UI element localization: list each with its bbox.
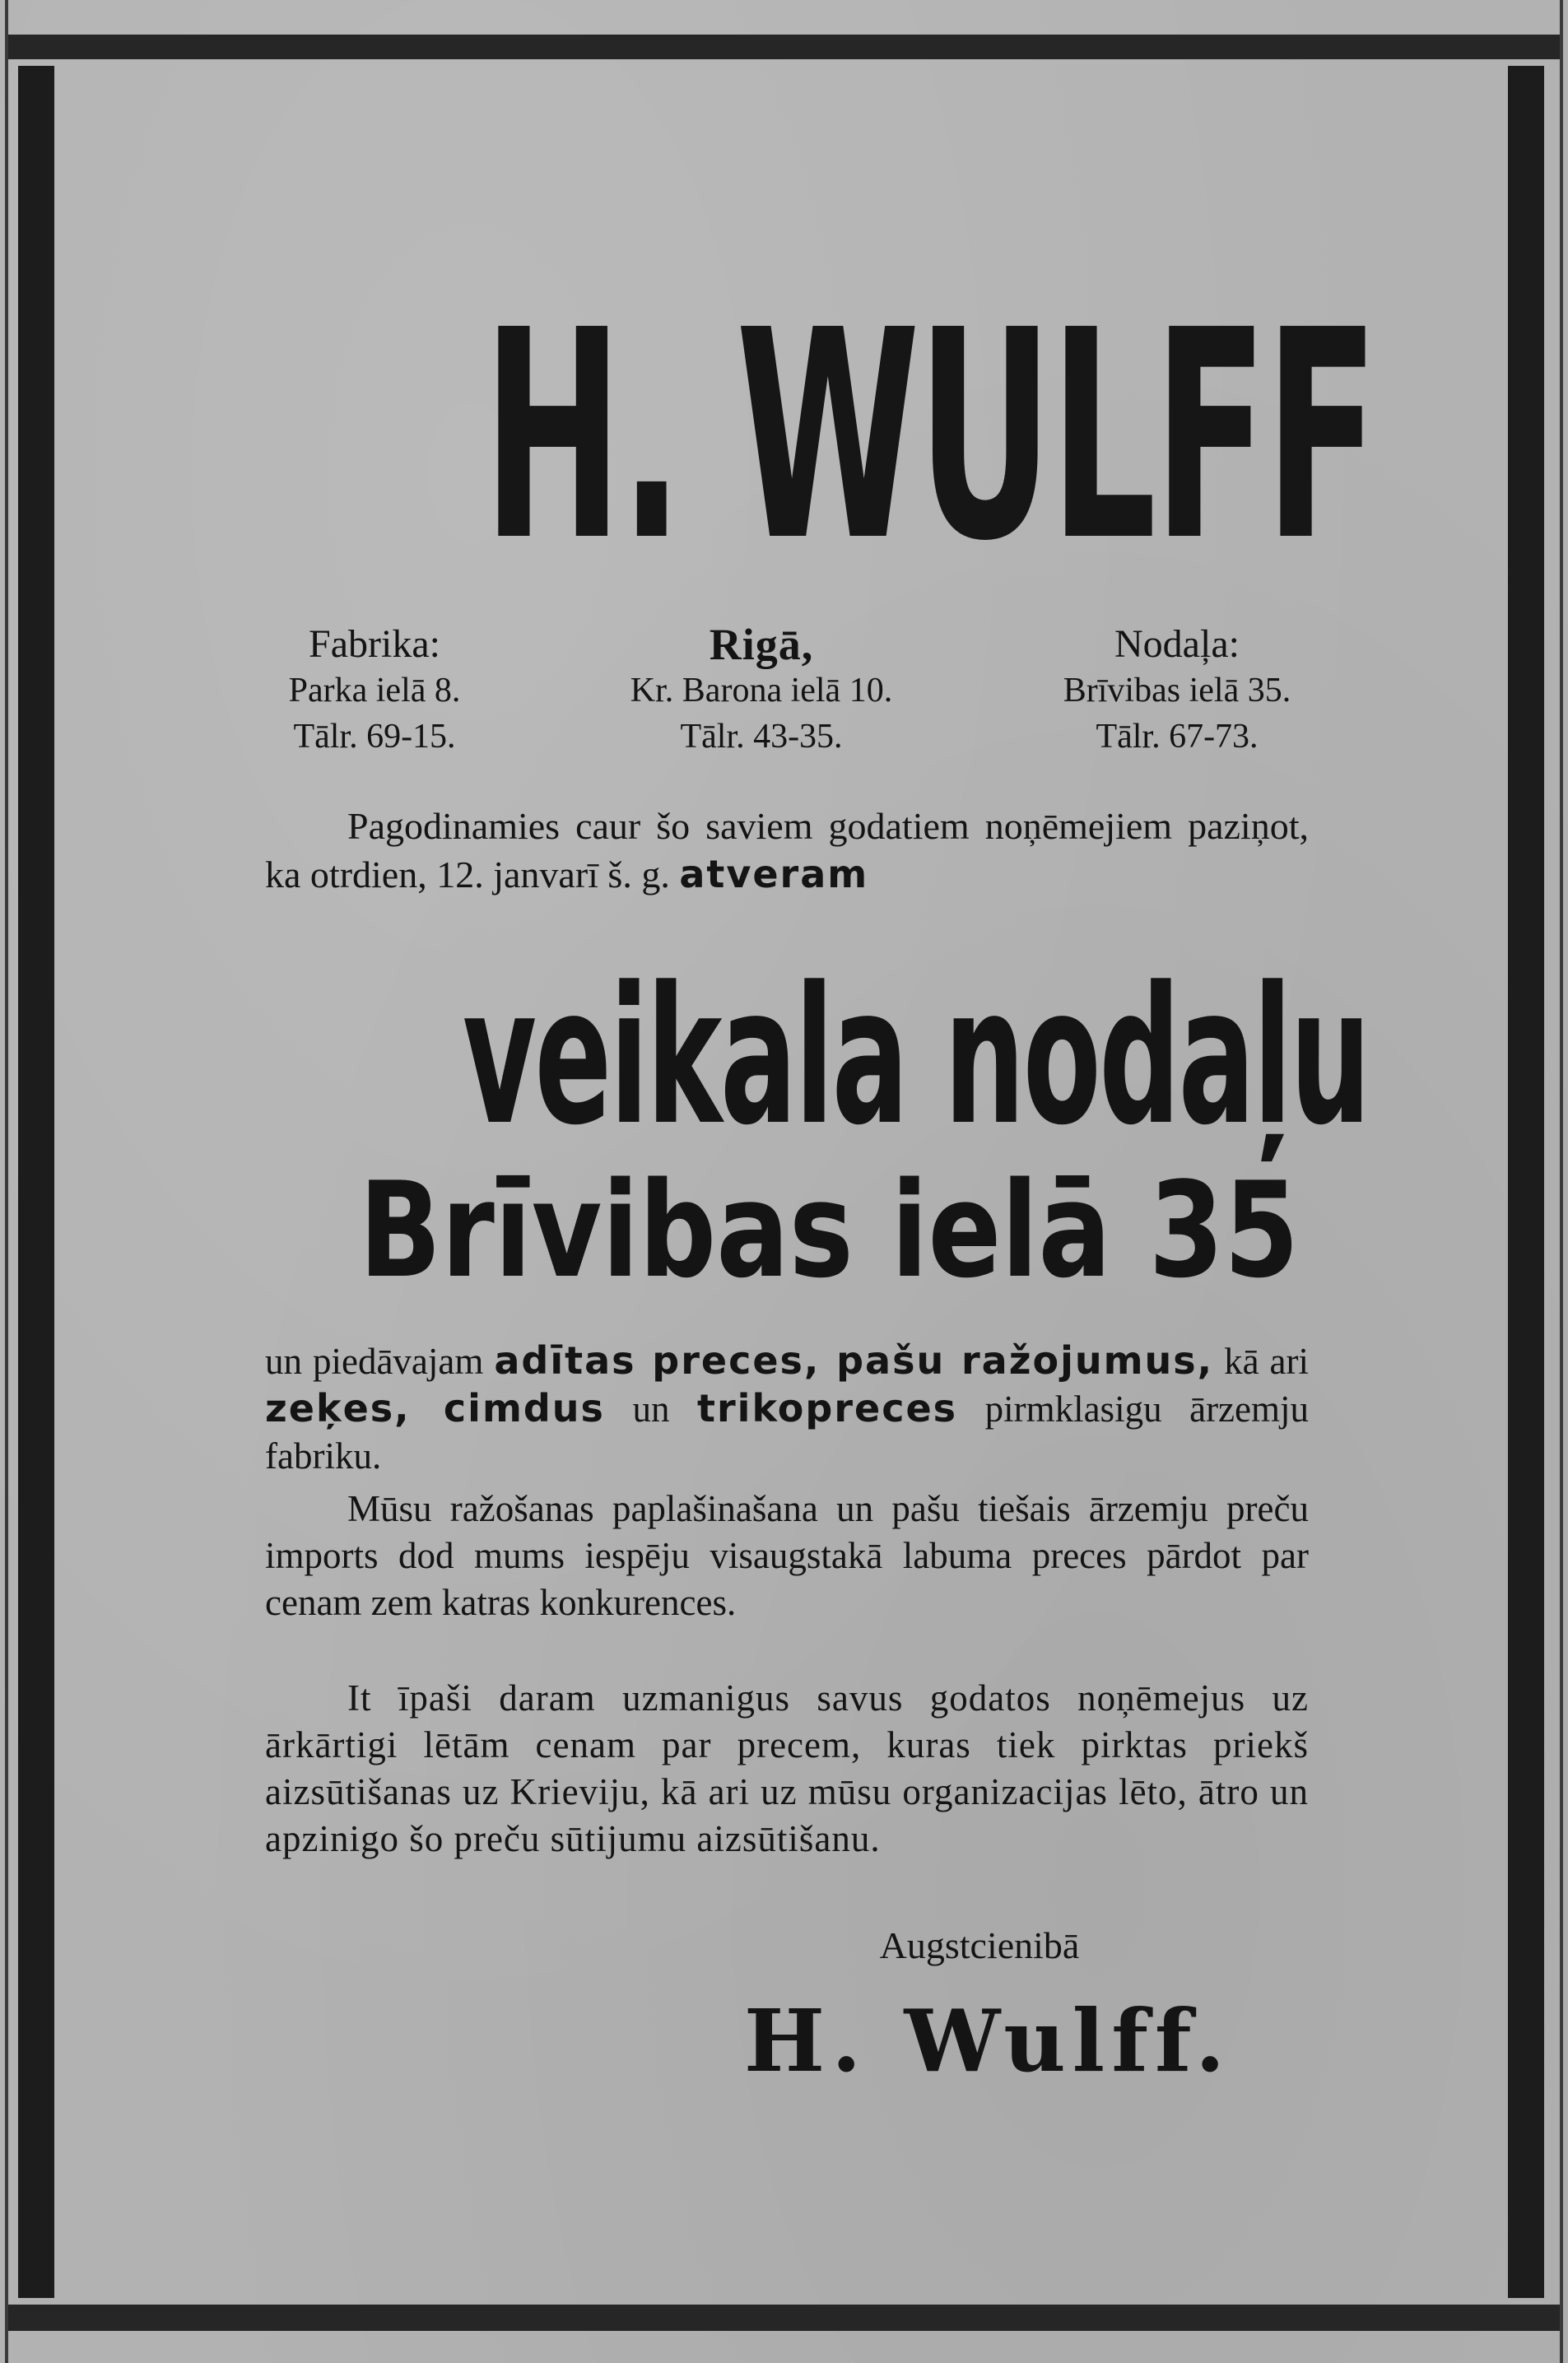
offer-text-1: un piedāvajam — [265, 1341, 484, 1382]
city-phone: Tālr. 43-35. — [680, 718, 843, 756]
offer-bold-3: trikopreces — [697, 1386, 958, 1430]
page-edge-left — [5, 0, 8, 2363]
imports-paragraph: Mūsu ražošanas paplašinašana un pašu tiešais ārzemju preču imports dod mums iespēju visaugstakā labuma preces pārdot par cenam zem katras konkurences. — [265, 1488, 1309, 1623]
border-left — [18, 66, 54, 2298]
offer-text-3: un — [632, 1388, 670, 1430]
announcement-text: Pagodinamies caur šo saviem godatiem noņēmejiem paziņot, ka otrdien, 12. janvarī š. g. — [265, 805, 1309, 895]
special-offer-paragraph: It īpaši daram uzmanigus savus godatos noņēmejus uz ārkārtigi lētām cenam par precem, kuras tiek pirktas priekš aizsūtišanas uz Krieviju, kā ari uz mūsu organizacijas lēto, ātro un apzinigo šo preču sūtijumu aizsūtišanu. — [265, 1677, 1309, 1859]
offer-bold-1: adītas preces, pašu ražojumus, — [494, 1338, 1214, 1383]
factory-label: Fabrika: — [309, 622, 440, 666]
border-top — [8, 35, 1560, 59]
city-label: Rigā, — [709, 620, 814, 669]
factory-address — [255, 621, 494, 760]
offer-paragraph — [265, 1337, 1309, 1480]
offer-bold-2: zeķes, cimdus — [265, 1386, 605, 1430]
announcement-bold: atveram — [679, 852, 869, 896]
factory-phone: Tālr. 69-15. — [293, 718, 456, 756]
factory-street: Parka ielā 8. — [288, 672, 461, 709]
headline-line1: veikala nodaļu — [463, 947, 1370, 1167]
branch-address — [1029, 621, 1325, 760]
offer-text-4: pirmklasigu ārzemju fabriku. — [265, 1388, 1310, 1477]
headline-line2: Brīvibas ielā 35 — [359, 1153, 1300, 1307]
branch-phone: Tālr. 67-73. — [1096, 718, 1259, 756]
announcement-paragraph — [265, 802, 1309, 899]
branch-street: Brīvibas ielā 35. — [1063, 672, 1291, 709]
city-street: Kr. Barona ielā 10. — [630, 672, 893, 709]
page-edge-right — [1560, 0, 1563, 2363]
signature: H. Wulff. — [743, 1990, 1232, 2091]
branch-label: Nodaļa: — [1114, 622, 1240, 666]
brand-title: H. WULFF — [482, 268, 1376, 604]
city-address — [576, 621, 947, 760]
border-right — [1508, 66, 1544, 2298]
closing-salutation: Augstcienibā — [879, 1924, 1080, 1966]
offer-text-2: kā ari — [1224, 1341, 1310, 1382]
border-bottom — [8, 2305, 1560, 2331]
